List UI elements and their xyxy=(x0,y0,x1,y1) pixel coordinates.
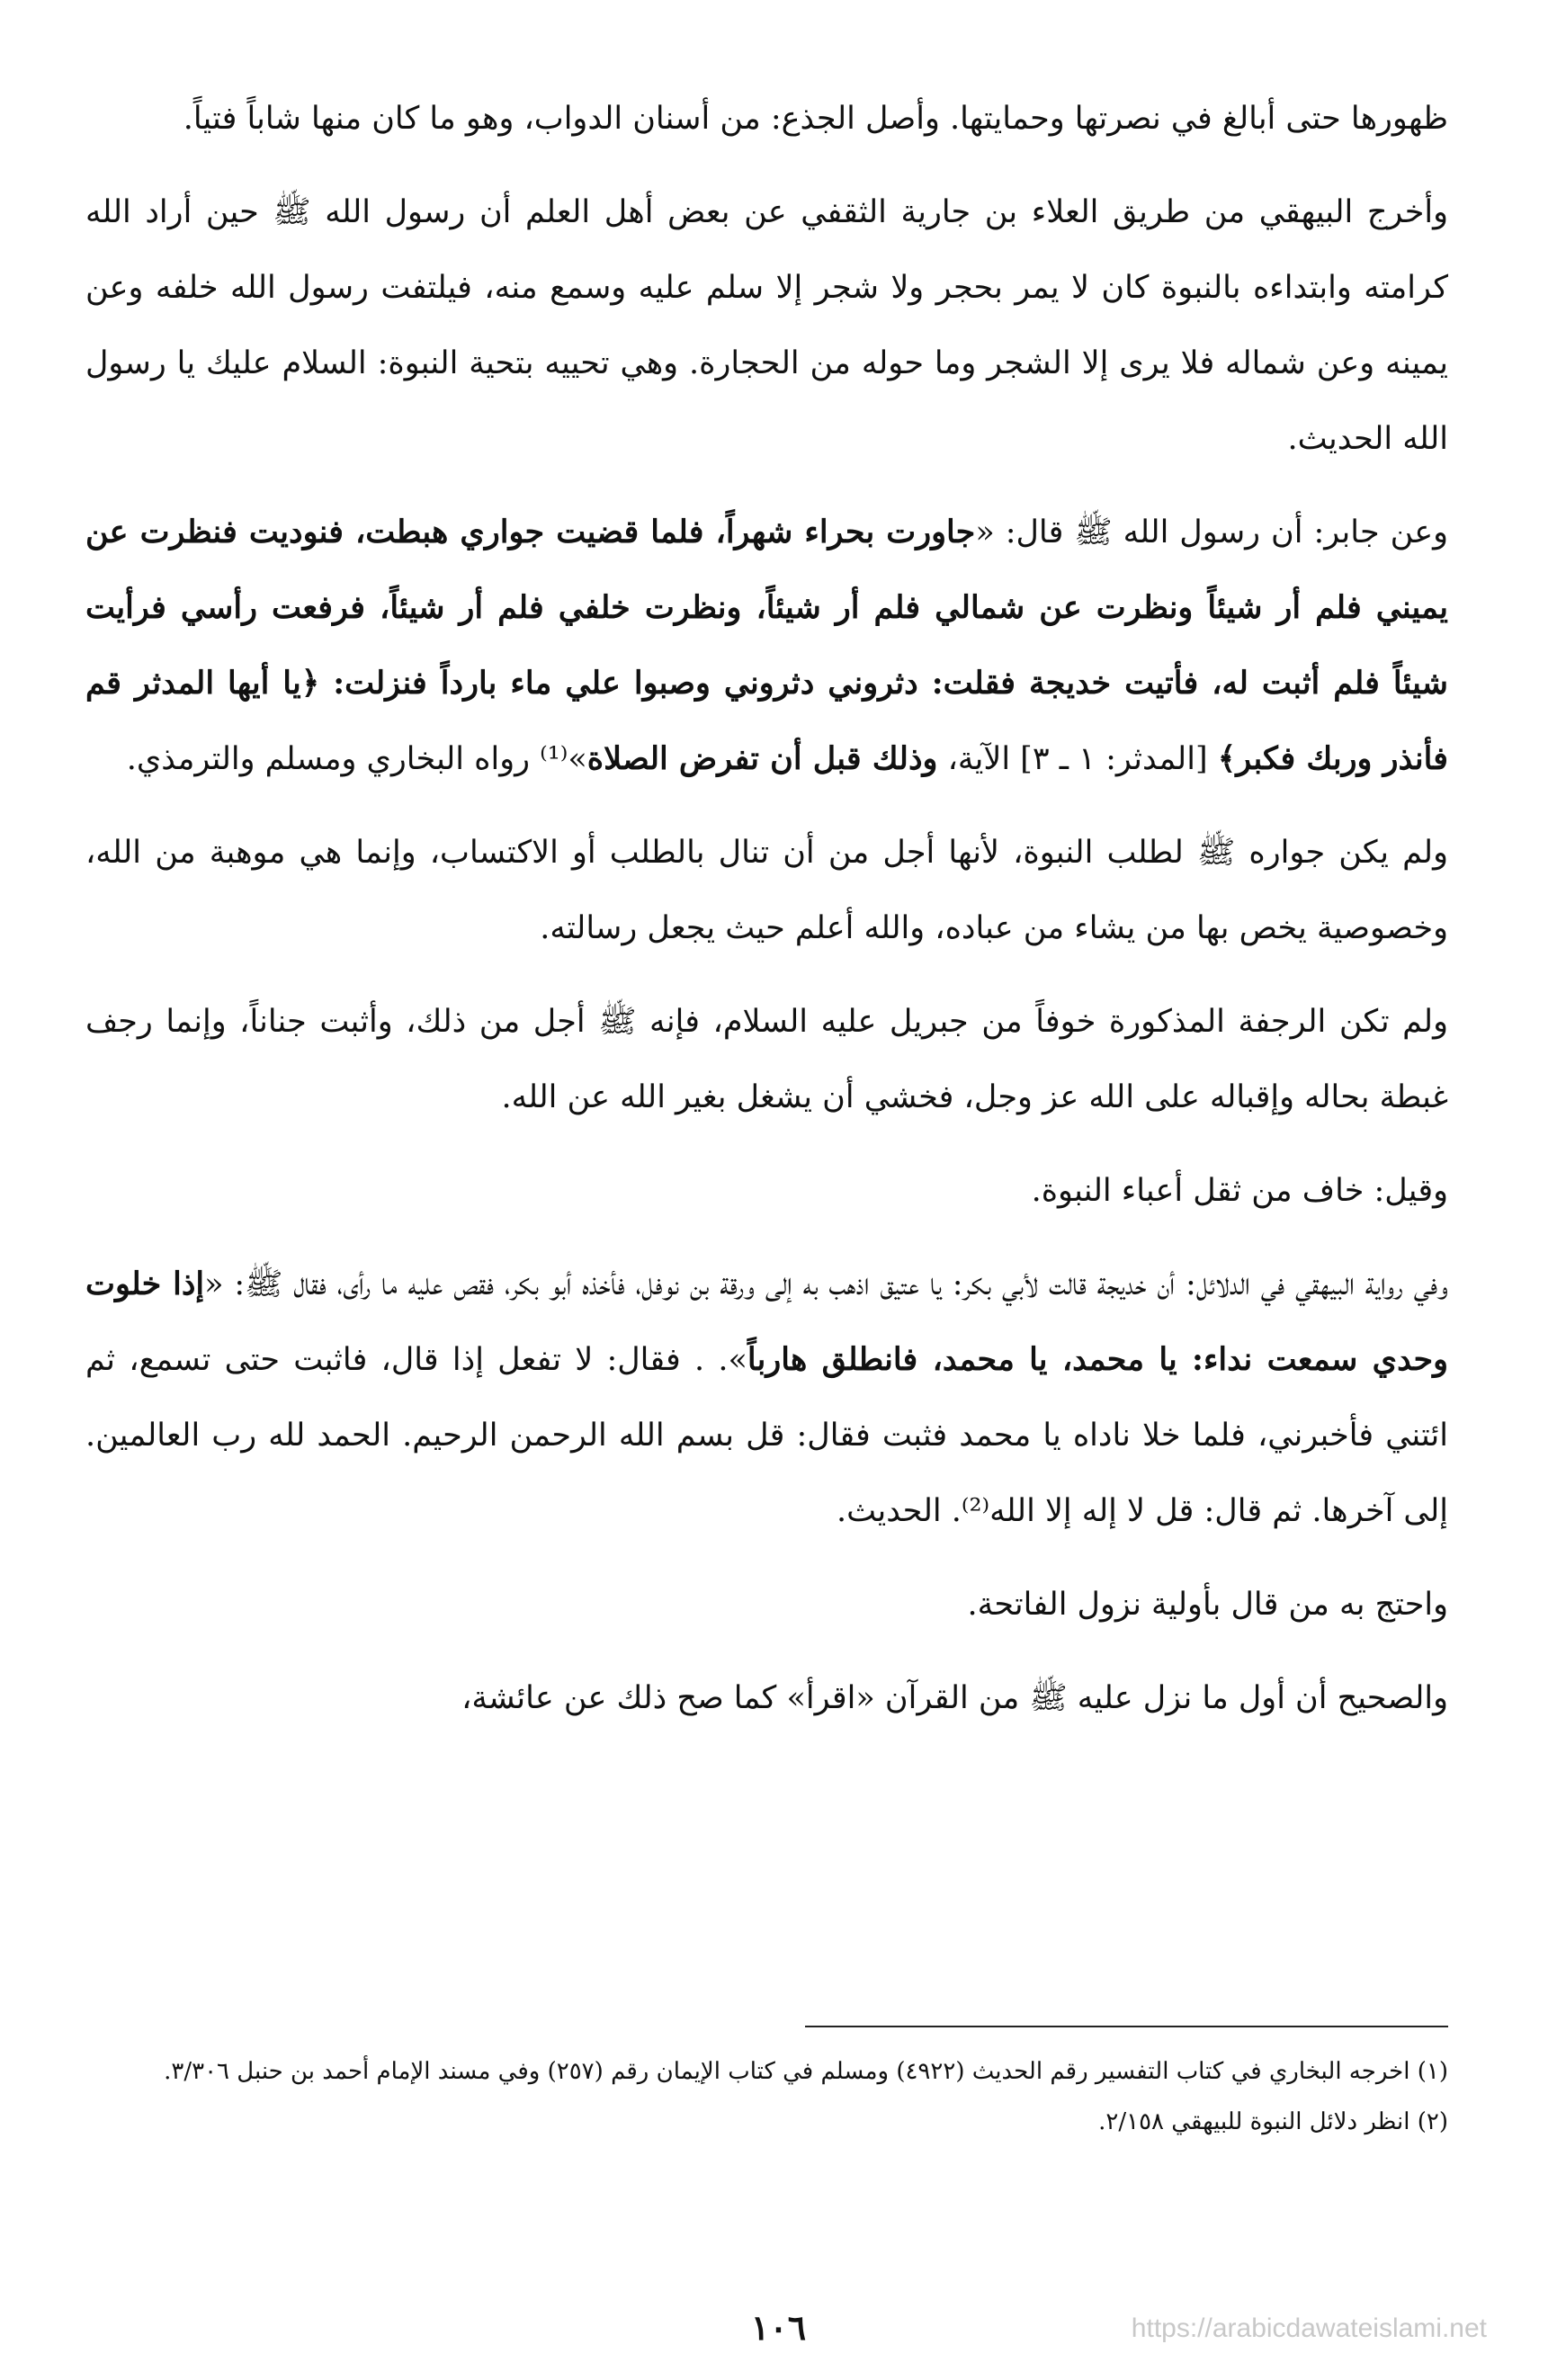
paragraph-9: والصحيح أن أول ما نزل عليه ﷺ من القرآن «اقرأ» كما صح ذلك عن عائشة، xyxy=(461,1680,1448,1716)
paragraph-3-hadith: جاورت بحراء شهراً، فلما قضيت جواري هبطت، فنوديت فنظرت عن يميني فلم أر شيئاً ونظرت عن شمالي فلم أر شيئاً، ونظرت خلفي فلم أر شيئاً، فرفعت رأسي فرأيت شيئاً فلم أثبت له، فأتيت خديجة فقلت: دثروني دثروني وصبوا علي ماء بارداً فنزلت: ﴿يا أيها المدثر قم فأنذر وربك فكبر﴾ xyxy=(85,514,1448,777)
paragraph-5: ولم تكن الرجفة المذكورة خوفاً من جبريل عليه السلام، فإنه ﷺ أجل من ذلك، وأثبت جناناً، وإنما رجف غبطة بحاله وإقباله على الله عز وجل، فخشي أن يشغل بغير الله عن الله. xyxy=(85,1004,1448,1115)
paragraph-7 xyxy=(85,1247,1448,1549)
paragraph-8: واحتج به من قال بأولية نزول الفاتحة. xyxy=(967,1587,1448,1623)
main-text xyxy=(85,81,1448,1754)
footnote-divider xyxy=(805,2026,1448,2027)
page-number: ١٠٦ xyxy=(750,2307,807,2348)
paragraph-1: ظهورها حتى أبالغ في نصرتها وحمايتها. وأصل الجذع: من أسنان الدواب، وهو ما كان منها شاباً فتياً. xyxy=(183,101,1448,137)
paragraph-7-hadith: إذا خلوت وحدي سمعت نداء: يا محمد، يا محمد، فانطلق هارباً xyxy=(85,1266,1448,1378)
paragraph-6: وقيل: خاف من ثقل أعباء النبوة. xyxy=(1031,1173,1448,1209)
paragraph-3-source: »⁽¹⁾ رواه البخاري ومسلم والترمذي. xyxy=(126,741,587,777)
paragraph-2: وأخرج البيهقي من طريق العلاء بن جارية الثقفي عن بعض أهل العلم أن رسول الله ﷺ حين أراد الله كرامته وابتداءه بالنبوة كان لا يمر بحجر ولا شجر إلا سلم عليه وسمع منه، فيلتفت رسول الله خلفه وعن يمينه وعن شماله فلا يرى إلا الشجر وما حوله من الحجارة. وهي تحييه بتحية النبوة: السلام عليك يا رسول الله الحديث. xyxy=(85,194,1448,457)
paragraph-3-ref: [المدثر: ١ ـ ٣] الآية، xyxy=(937,741,1218,777)
paragraph-7-rest: ». . فقال: لا تفعل إذا قال، فاثبت حتى تسمع، ثم ائتني فأخبرني، فلما خلا ناداه يا محمد فثبت فقال: قل بسم الله الرحمن الرحيم. الحمد لله رب العالمين. إلى آخرها. ثم قال: قل لا إله إلا الله⁽²⁾. الحديث. xyxy=(85,1342,1448,1529)
paragraph-3 xyxy=(85,495,1448,797)
watermark-url: https://arabicdawateislami.net xyxy=(1131,2313,1487,2343)
paragraph-3-intro: وعن جابر: أن رسول الله ﷺ قال: « xyxy=(975,514,1449,550)
paragraph-4: ولم يكن جواره ﷺ لطلب النبوة، لأنها أجل من أن تنال بالطلب أو الاكتساب، وإنما هي موهبة من الله، وخصوصية يخص بها من يشاء من عباده، والله أعلم حيث يجعل رسالته. xyxy=(85,835,1448,946)
footnote-2: (٢) انظر دلائل النبوة للبيهقي ٢/١٥٨. xyxy=(1098,2108,1448,2135)
footnotes xyxy=(85,2046,1448,2147)
paragraph-7-intro: وفي رواية البيهقي في الدلائل: أن خديجة قالت لأبي بكر: يا عتيق اذهب به إلى ورقة بن نوفل، فأخذه أبو بكر، فقص عليه ما رأى، فقال ﷺ: « xyxy=(204,1266,1448,1302)
footnote-1: (١) اخرجه البخاري في كتاب التفسير رقم الحديث (٤٩٢٢) ومسلم في كتاب الإيمان رقم (٢٥٧) وفي مسند الإمام أحمد بن حنبل ٣/٣٠٦. xyxy=(164,2058,1448,2085)
paragraph-3-hadith-end: وذلك قبل أن تفرض الصلاة xyxy=(586,740,938,777)
